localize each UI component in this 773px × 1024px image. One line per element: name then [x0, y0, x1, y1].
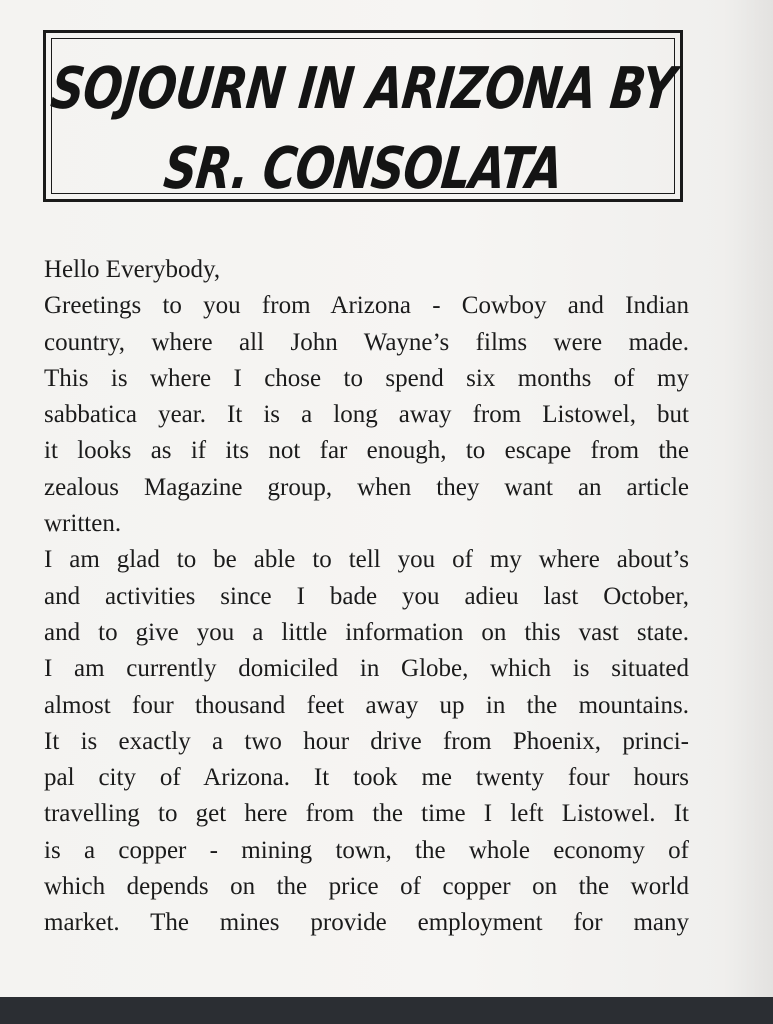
- text-line: country, where all John Wayne’s films were made.: [44, 328, 689, 356]
- text-line: is a copper - mining town, the whole economy of: [44, 836, 689, 864]
- article-title-line-1: SOJOURN IN ARIZONA BY: [47, 54, 679, 122]
- text-line: and to give you a little information on this vast state.: [44, 618, 689, 646]
- text-line: market. The mines provide employment for many: [44, 909, 689, 937]
- text-line: It is exactly a two hour drive from Phoenix, princi-: [44, 727, 689, 755]
- text-line: zealous Magazine group, when they want an article: [44, 473, 689, 501]
- title-box: [43, 30, 683, 202]
- text-line: almost four thousand feet away up in the mountains.: [44, 691, 689, 719]
- text-line: written.: [44, 510, 122, 538]
- text-line: I am glad to be able to tell you of my where about’s: [44, 546, 689, 574]
- text-line: and activities since I bade you adieu last October,: [44, 582, 689, 610]
- text-line: I am currently domiciled in Globe, which is situated: [44, 655, 689, 683]
- text-line: it looks as if its not far enough, to escape from the: [44, 437, 689, 465]
- text-line: Hello Everybody,: [44, 256, 221, 283]
- text-line: This is where I chose to spend six months of my: [44, 364, 689, 392]
- text-line: travelling to get here from the time I left Listowel. It: [44, 800, 689, 828]
- article-title-line-2: SR. CONSOLATA: [160, 134, 566, 202]
- text-line: pal city of Arizona. It took me twenty four hours: [44, 764, 689, 792]
- text-line: sabbatica year. It is a long away from Listowel, but: [44, 401, 689, 429]
- page-edge-shadow: [723, 0, 773, 1000]
- article-body: [44, 252, 689, 942]
- text-line: which depends on the price of copper on the world: [44, 873, 689, 901]
- bottom-dark-bar: [0, 997, 773, 1024]
- text-line: Greetings to you from Arizona - Cowboy and Indian: [44, 292, 689, 320]
